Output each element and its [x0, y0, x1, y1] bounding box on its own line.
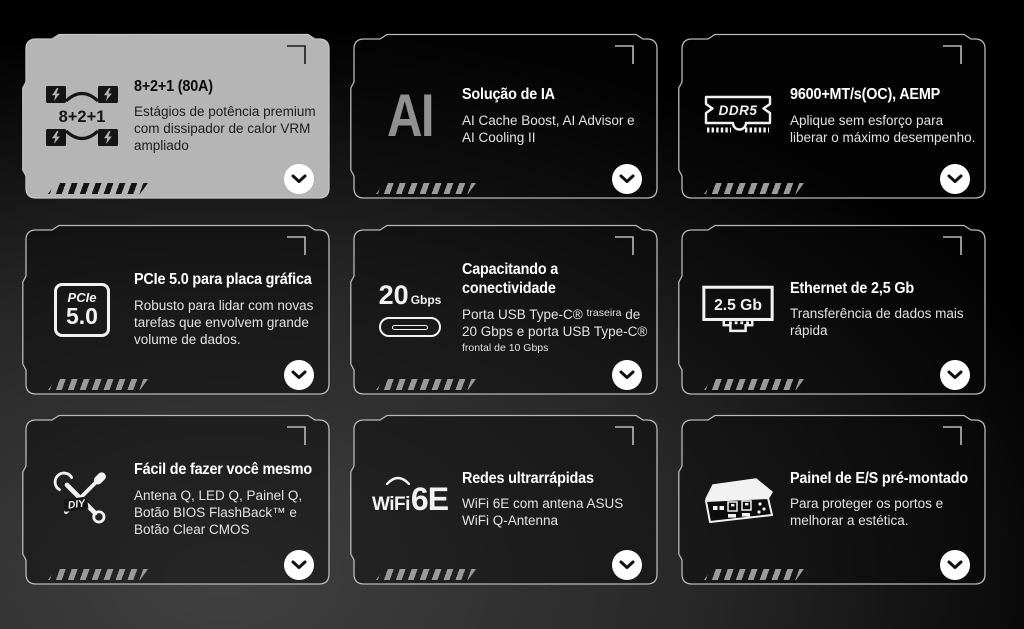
chevron-down-icon: [947, 174, 963, 184]
card-title: 9600+MT/s(OC), AEMP: [790, 86, 941, 104]
ai-icon-label: AI: [387, 82, 433, 149]
expand-button[interactable]: [940, 164, 970, 194]
expand-button[interactable]: [612, 360, 642, 390]
hazard-stripes: [704, 183, 804, 194]
expand-button[interactable]: [284, 550, 314, 580]
power-stages-icon: [36, 85, 128, 147]
wifi-icon-word: WiFi: [371, 494, 410, 515]
chevron-down-icon: [947, 560, 963, 570]
hazard-stripes: [704, 569, 804, 580]
hazard-stripes: [376, 183, 476, 194]
card-title: Ethernet de 2,5 Gb: [790, 279, 915, 297]
wifi-6e-icon: [364, 483, 456, 516]
card-title: 8+2+1 (80A): [134, 77, 213, 95]
expand-button[interactable]: [284, 360, 314, 390]
hazard-stripes: [376, 379, 476, 390]
usb-connector-shape: [379, 317, 441, 337]
card-description: Antena Q, LED Q, Painel Q, Botão BIOS FlashBack™ e Botão Clear CMOS: [134, 487, 303, 537]
card-description: Transferência de dados mais rápida: [790, 306, 964, 339]
feature-card-usb[interactable]: [350, 224, 658, 395]
chevron-down-icon: [291, 560, 307, 570]
wifi-arc-shape: [385, 474, 411, 485]
pcie-icon-label-top: PCIe: [67, 289, 97, 305]
usb-type-c-icon: [364, 282, 456, 337]
feature-card-ai[interactable]: [350, 33, 658, 199]
card-title: Capacitando a conectividade: [462, 260, 559, 297]
feature-card-power-stages[interactable]: [22, 33, 330, 199]
hazard-stripes: [48, 379, 148, 390]
usb-icon-unit: Gbps: [410, 293, 442, 307]
diy-icon-label: DIY: [67, 497, 86, 512]
feature-card-ddr5[interactable]: [678, 33, 986, 199]
features-row-2: [22, 224, 986, 395]
expand-button[interactable]: [940, 360, 970, 390]
card-description: Estágios de potência premium com dissipador de calor VRM ampliado: [134, 104, 316, 154]
chevron-down-icon: [291, 174, 307, 184]
feature-card-io-panel[interactable]: [678, 414, 986, 585]
feature-card-pcie5[interactable]: [22, 224, 330, 395]
hazard-stripes: [48, 569, 148, 580]
wifi-icon-6e: 6E: [410, 481, 449, 517]
hazard-stripes: [376, 569, 476, 580]
pcie-5-icon: [36, 283, 128, 337]
diy-tools-icon: [36, 470, 128, 530]
io-panel-icon: [692, 472, 784, 528]
power-stages-icon-label: 8+2+1: [58, 108, 106, 126]
chevron-down-icon: [619, 560, 635, 570]
card-title: PCIe 5.0 para placa gráfica: [134, 271, 312, 289]
card-description: Para proteger os portos e melhorar a estética.: [790, 496, 944, 529]
expand-button[interactable]: [284, 164, 314, 194]
card-description: Porta USB Type-C® $^{traseira}$ de 20 Gbps e porta USB Type-C® $^{frontal de 10 Gbps}$: [462, 307, 648, 355]
card-title: Solução de IA: [462, 86, 555, 104]
ai-icon: [364, 82, 456, 149]
expand-button[interactable]: [612, 164, 642, 194]
chevron-down-icon: [619, 174, 635, 184]
feature-card-ethernet[interactable]: [678, 224, 986, 395]
feature-card-diy[interactable]: [22, 414, 330, 585]
expand-button[interactable]: [940, 550, 970, 580]
hazard-stripes: [48, 183, 148, 194]
card-title: Redes ultrarrápidas: [462, 469, 594, 487]
card-description: Aplique sem esforço para liberar o máximo desempenho.: [790, 112, 976, 145]
card-title: Painel de E/S pré-montado: [790, 469, 968, 487]
chevron-down-icon: [619, 370, 635, 380]
chevron-down-icon: [291, 370, 307, 380]
usb-icon-speed: 20: [378, 280, 409, 310]
chevron-down-icon: [947, 370, 963, 380]
features-row-1: [22, 33, 986, 199]
card-description: AI Cache Boost, AI Advisor e AI Cooling II: [462, 112, 635, 145]
card-description: WiFi 6E com antena ASUS WiFi Q-Antenna: [462, 496, 624, 529]
ethernet-icon-label: 2.5 Gb: [714, 296, 762, 314]
ethernet-port-icon: [692, 284, 784, 336]
card-title: Fácil de fazer você mesmo: [134, 461, 312, 479]
hazard-stripes: [704, 379, 804, 390]
ddr5-icon-label: DDR5: [718, 103, 758, 118]
expand-button[interactable]: [612, 550, 642, 580]
feature-card-wifi[interactable]: [350, 414, 658, 585]
ddr5-memory-icon: [692, 94, 784, 138]
features-row-3: [22, 414, 986, 585]
card-description: Robusto para lidar com novas tarefas que envolvem grande volume de dados.: [134, 297, 314, 347]
pcie-icon-label-bottom: 5.0: [66, 302, 98, 329]
